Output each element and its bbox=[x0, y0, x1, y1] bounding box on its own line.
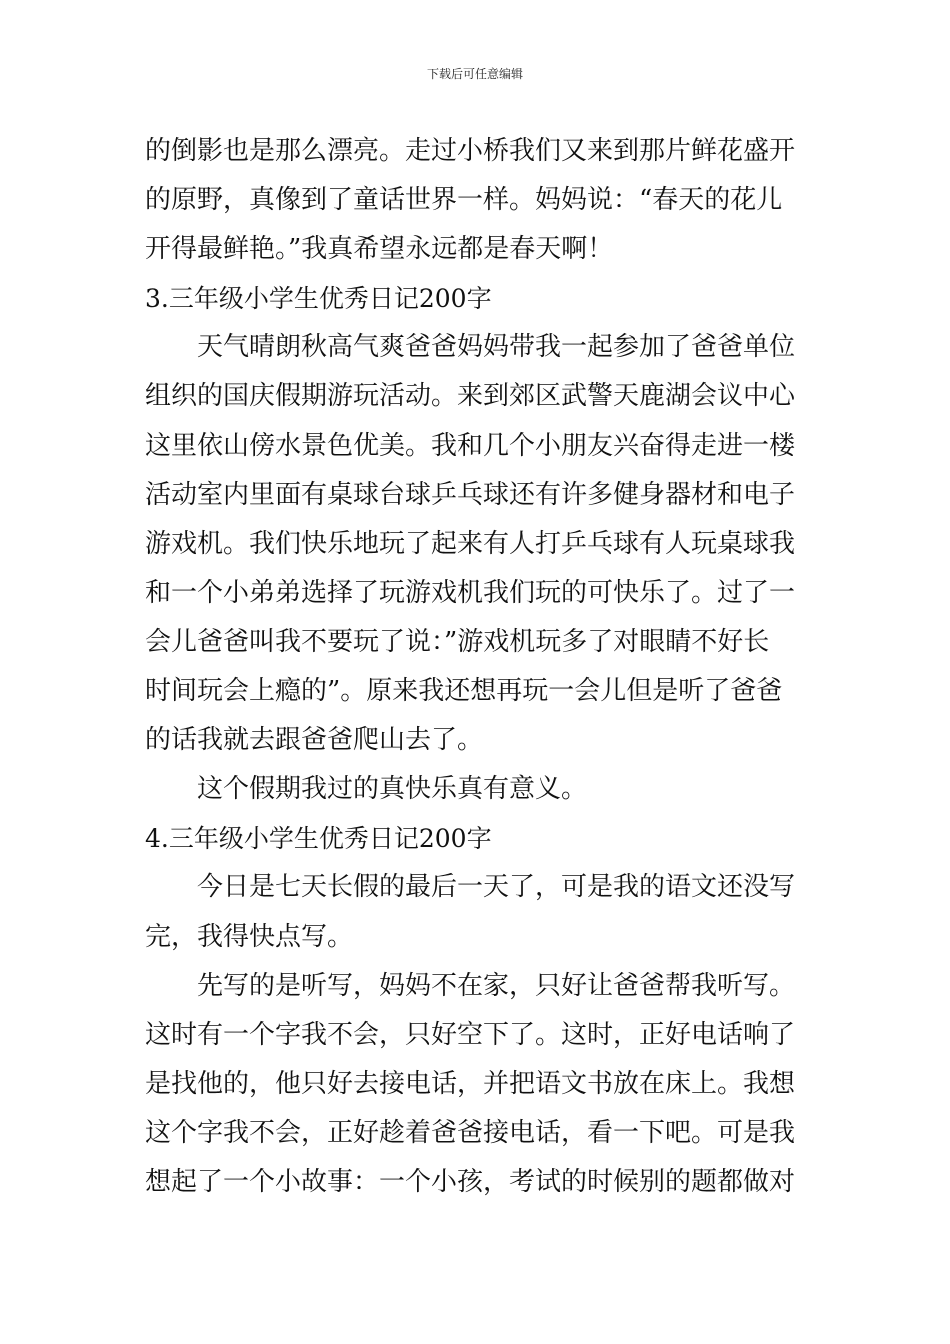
text-line: 的话我就去跟爸爸爬山去了。 bbox=[145, 725, 484, 756]
text-line: 天气晴朗秋高气爽爸爸妈妈带我一起参加了爸爸单位 bbox=[197, 332, 796, 363]
text-line: 先写的是听写，妈妈不在家，只好让爸爸帮我听写。 bbox=[197, 970, 796, 1001]
text-line: 这个字我不会，正好趁着爸爸接电话，看一下吧。可是我 bbox=[145, 1117, 796, 1148]
text-line: 活动室内里面有桌球台球乒乓球还有许多健身器材和电子 bbox=[145, 479, 796, 510]
section-heading: 4.三年级小学生优秀日记200字 bbox=[145, 824, 492, 854]
text-line: 这里依山傍水景色优美。我和几个小朋友兴奋得走进一楼 bbox=[145, 430, 796, 461]
text-line: 时间玩会上瘾的”。原来我还想再玩一会儿但是听了爸爸 bbox=[145, 676, 783, 707]
text-line: 会儿爸爸叫我不要玩了说：”游戏机玩多了对眼睛不好长 bbox=[145, 626, 770, 657]
section-heading: 3.三年级小学生优秀日记200字 bbox=[145, 284, 492, 314]
text-line: 的倒影也是那么漂亮。走过小桥我们又来到那片鲜花盛开 bbox=[145, 136, 796, 166]
text-line: 开得最鲜艳。”我真希望永远都是春天啊！ bbox=[145, 234, 614, 265]
text-line: 今日是七天长假的最后一天了，可是我的语文还没写 bbox=[197, 872, 796, 903]
text-line: 这时有一个字我不会，只好空下了。这时，正好电话响了 bbox=[145, 1019, 796, 1050]
text-line: 和一个小弟弟选择了玩游戏机我们玩的可快乐了。过了一 bbox=[145, 577, 796, 608]
text-line: 这个假期我过的真快乐真有意义。 bbox=[197, 774, 588, 805]
document-body bbox=[145, 127, 807, 1207]
text-line: 组织的国庆假期游玩活动。来到郊区武警天鹿湖会议中心 bbox=[145, 381, 796, 412]
text-line: 想起了一个小故事：一个小孩，考试的时候别的题都做对 bbox=[145, 1166, 796, 1197]
text-line: 是找他的，他只好去接电话，并把语文书放在床上。我想 bbox=[145, 1068, 796, 1099]
page-header: 下载后可任意编辑 bbox=[426, 67, 523, 81]
text-line: 游戏机。我们快乐地玩了起来有人打乒乓球有人玩桌球我 bbox=[145, 528, 796, 559]
text-line: 完，我得快点写。 bbox=[145, 921, 354, 952]
text-line: 的原野，真像到了童话世界一样。妈妈说：“春天的花儿 bbox=[145, 185, 783, 216]
